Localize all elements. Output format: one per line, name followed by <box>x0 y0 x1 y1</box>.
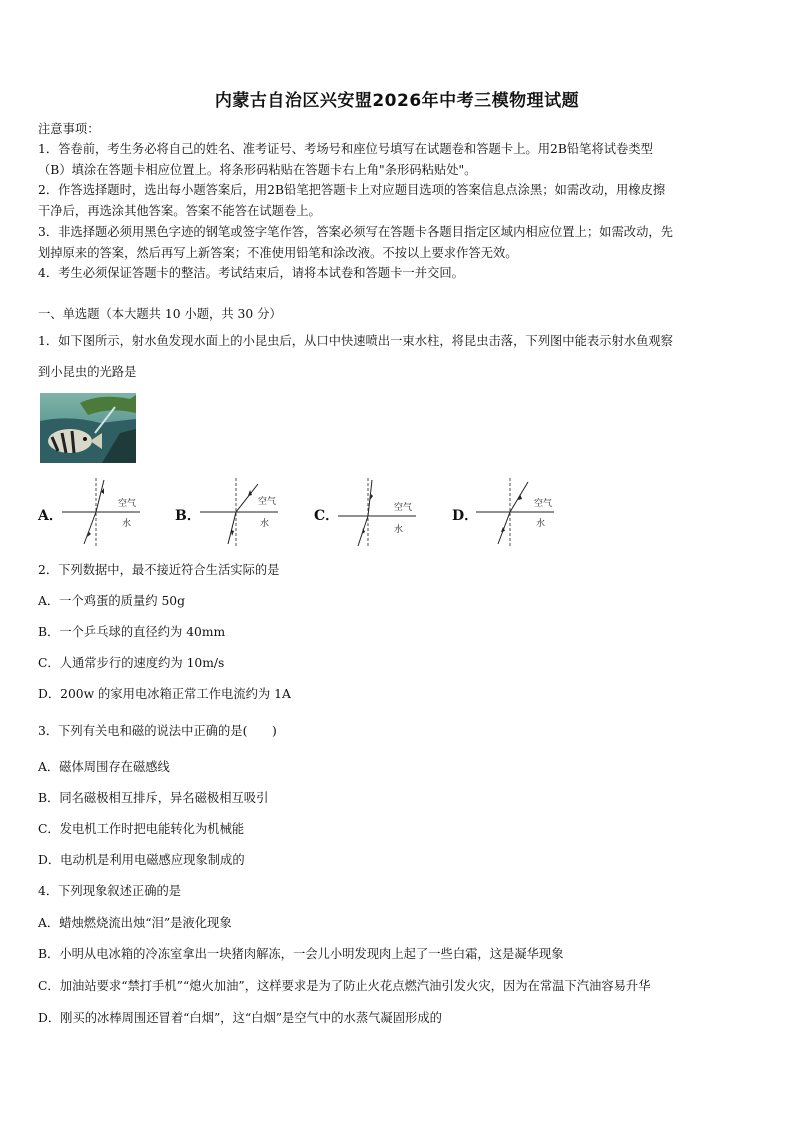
notice-line: 1．答卷前，考生务必将自己的姓名、准考证号、考场号和座位号填写在试题卷和答题卡上。用2B铅笔将试卷类型 <box>38 142 653 156</box>
q3-option-b: B．同名磁极相互排斥，异名磁极相互吸引 <box>38 791 269 805</box>
q1-diagram-b <box>198 476 288 548</box>
q4-stem: 4．下列现象叙述正确的是 <box>38 884 182 898</box>
notice-heading: 注意事项： <box>38 122 100 136</box>
q2-option-d: D．200w 的家用电冰箱正常工作电流约为 1A <box>38 687 291 701</box>
q1-diagram-c <box>336 476 426 548</box>
notice-line: 2．作答选择题时，选出每小题答案后，用2B铅笔把答题卡上对应题目选项的答案信息点涂黑；如需改动，用橡皮擦 <box>38 183 666 197</box>
notice-line: 3．非选择题必须用黑色字迹的钢笔或签字笔作答，答案必须写在答题卡各题目指定区域内相应位置上；如需改动，先 <box>38 225 673 239</box>
q2-option-b: B．一个乒乓球的直径约为 40mm <box>38 625 226 639</box>
q4-option-b: B．小明从电冰箱的冷冻室拿出一块猪肉解冻，一会儿小明发现肉上起了一些白霜，这是凝华现象 <box>38 947 564 961</box>
q1-option-d-label: D． <box>452 508 479 524</box>
notice-line: 划掉原来的答案，然后再写上新答案；不准使用铅笔和涂改液。不按以上要求作答无效。 <box>38 246 518 260</box>
q1-diagram-a <box>60 476 150 548</box>
q1-stem: 1．如下图所示，射水鱼发现水面上的小昆虫后，从口中快速喷出一束水柱，将昆虫击落，下列图中能表示射水鱼观察 <box>38 334 673 348</box>
air-label: 空气 <box>394 503 413 513</box>
q2-option-a: A．一个鸡蛋的质量约 50g <box>38 594 185 608</box>
q1-stem-cont: 到小昆虫的光路是 <box>38 365 137 379</box>
q3-option-a: A．磁体周围存在磁感线 <box>38 760 170 774</box>
air-label: 空气 <box>534 499 553 509</box>
q1-option-a-label: A． <box>38 508 63 524</box>
q2-stem: 2．下列数据中，最不接近符合生活实际的是 <box>38 563 280 577</box>
archer-fish-image <box>40 393 136 463</box>
q1-option-c-label: C． <box>314 508 340 524</box>
air-label: 空气 <box>258 497 277 507</box>
q2-option-c: C．人通常步行的速度约为 10m/s <box>38 656 225 670</box>
page-title: 内蒙古自治区兴安盟2026年中考三模物理试题 <box>214 91 580 111</box>
section-heading: 一、单选题（本大题共 10 小题，共 30 分） <box>38 307 282 321</box>
q4-option-a: A．蜡烛燃烧流出烛“泪”是液化现象 <box>38 916 232 930</box>
notice-line: （B）填涂在答题卡相应位置上。将条形码粘贴在答题卡右上角"条形码粘贴处"。 <box>38 163 477 177</box>
water-label: 水 <box>536 519 546 529</box>
q3-option-d: D．电动机是利用电磁感应现象制成的 <box>38 853 245 867</box>
air-label: 空气 <box>118 499 137 509</box>
q1-diagram-d <box>474 476 564 548</box>
water-label: 水 <box>260 519 270 529</box>
q3-option-c: C．发电机工作时把电能转化为机械能 <box>38 822 245 836</box>
water-label: 水 <box>394 525 404 535</box>
q3-stem: 3．下列有关电和磁的说法中正确的是( ) <box>38 724 277 738</box>
q1-option-b-label: B． <box>175 508 201 524</box>
water-label: 水 <box>122 519 132 529</box>
q4-option-d: D．刚买的冰棒周围还冒着“白烟”，这“白烟”是空气中的水蒸气凝固形成的 <box>38 1011 442 1025</box>
notice-line: 干净后，再选涂其他答案。答案不能答在试题卷上。 <box>38 204 321 218</box>
q4-option-c: C．加油站要求“禁打手机”“熄火加油”，这样要求是为了防止火花点燃汽油引发火灾，因为在常温下汽油容易升华 <box>38 979 651 993</box>
notice-line: 4．考生必须保证答题卡的整洁。考试结束后，请将本试卷和答题卡一并交回。 <box>38 266 464 280</box>
